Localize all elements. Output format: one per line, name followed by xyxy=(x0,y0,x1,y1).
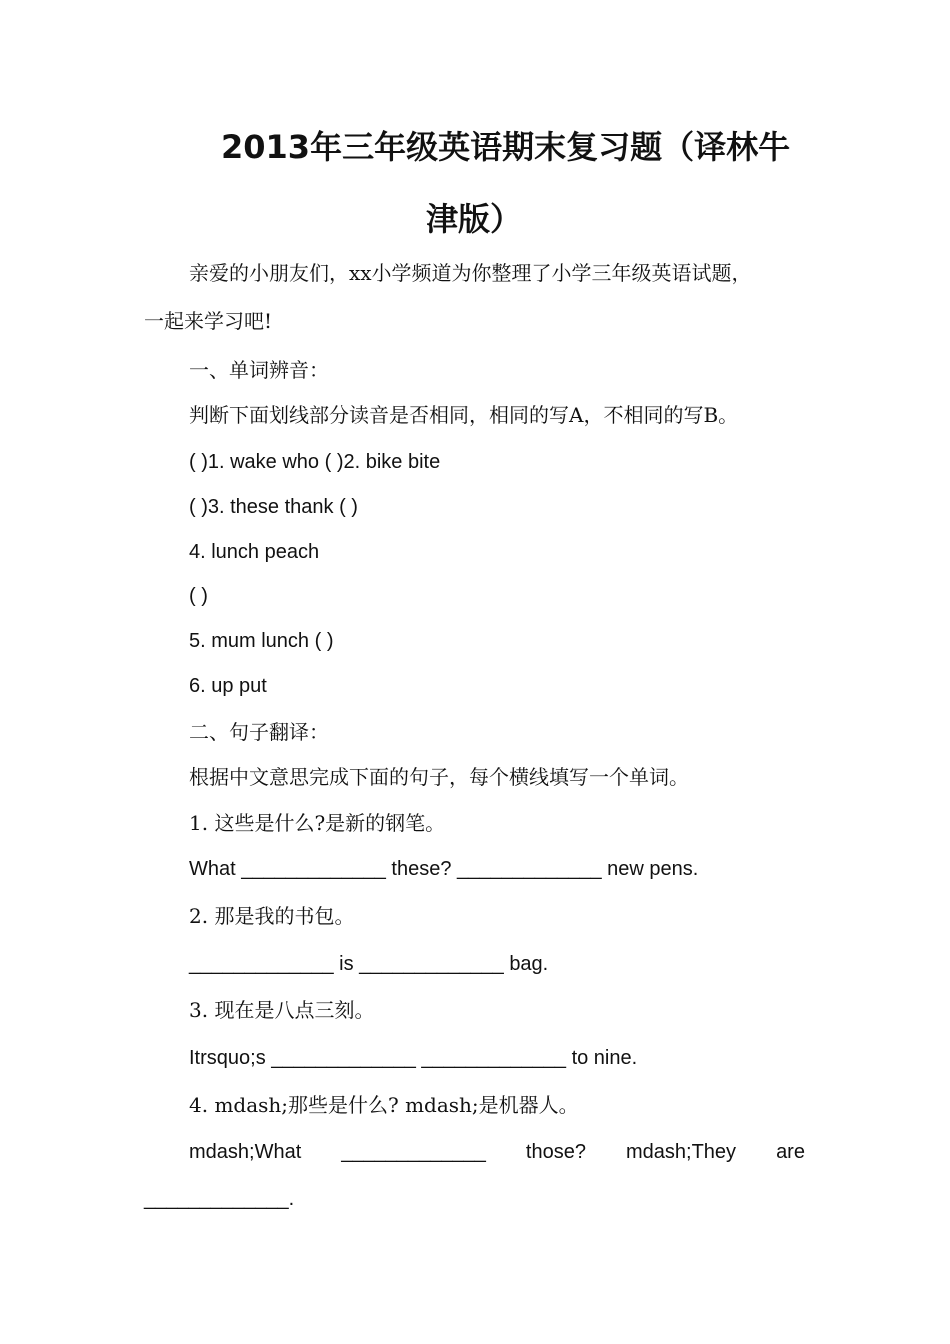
question-2-english: _____________ is _____________ bag. xyxy=(189,953,549,975)
q4-word: those? xyxy=(525,1141,586,1163)
question-2-chinese: 2. 那是我的书包。 xyxy=(189,904,355,928)
intro-line-1: 亲爱的小朋友们，xx小学频道为你整理了小学三年级英语试题， xyxy=(189,261,752,285)
q4-word: are xyxy=(776,1141,805,1163)
intro-line-2: 一起来学习吧! xyxy=(144,309,273,333)
title-line-1: 2013年三年级英语期末复习题（译林牛 xyxy=(221,128,791,166)
question-4-chinese: 4. mdash;那些是什么? mdash;是机器人。 xyxy=(189,1093,579,1117)
question-1-english: What _____________ these? _____________ new pens. xyxy=(189,858,699,880)
section1-item: ( )3. these thank ( ) xyxy=(189,496,358,518)
q4-word: mdash;They xyxy=(625,1141,737,1163)
title-line-2: 津版） xyxy=(426,200,523,238)
section1-item: 4. lunch peach xyxy=(189,541,320,563)
section1-item: ( ) xyxy=(189,585,208,607)
section1-item: 5. mum lunch ( ) xyxy=(189,630,334,652)
section1-item: 6. up put xyxy=(189,675,267,697)
section1-instruction: 判断下面划线部分读音是否相同，相同的写A，不相同的写B。 xyxy=(189,403,739,427)
question-3-chinese: 3. 现在是八点三刻。 xyxy=(189,998,375,1022)
question-4-english-line-1 xyxy=(189,1138,805,1166)
section2-heading: 二、句子翻译： xyxy=(189,720,329,744)
question-3-english: Itrsquo;s _____________ _____________ to nine. xyxy=(189,1047,638,1069)
section2-instruction: 根据中文意思完成下面的句子，每个横线填写一个单词。 xyxy=(189,765,689,789)
section1-item: ( )1. wake who ( )2. bike bite xyxy=(189,451,441,473)
question-1-chinese: 1. 这些是什么?是新的钢笔。 xyxy=(189,811,446,835)
q4-blank: _____________ xyxy=(341,1141,486,1163)
section1-heading: 一、单词辨音： xyxy=(189,358,329,382)
q4-word: mdash;What xyxy=(189,1141,302,1163)
question-4-english-line-2: _____________. xyxy=(144,1188,295,1210)
